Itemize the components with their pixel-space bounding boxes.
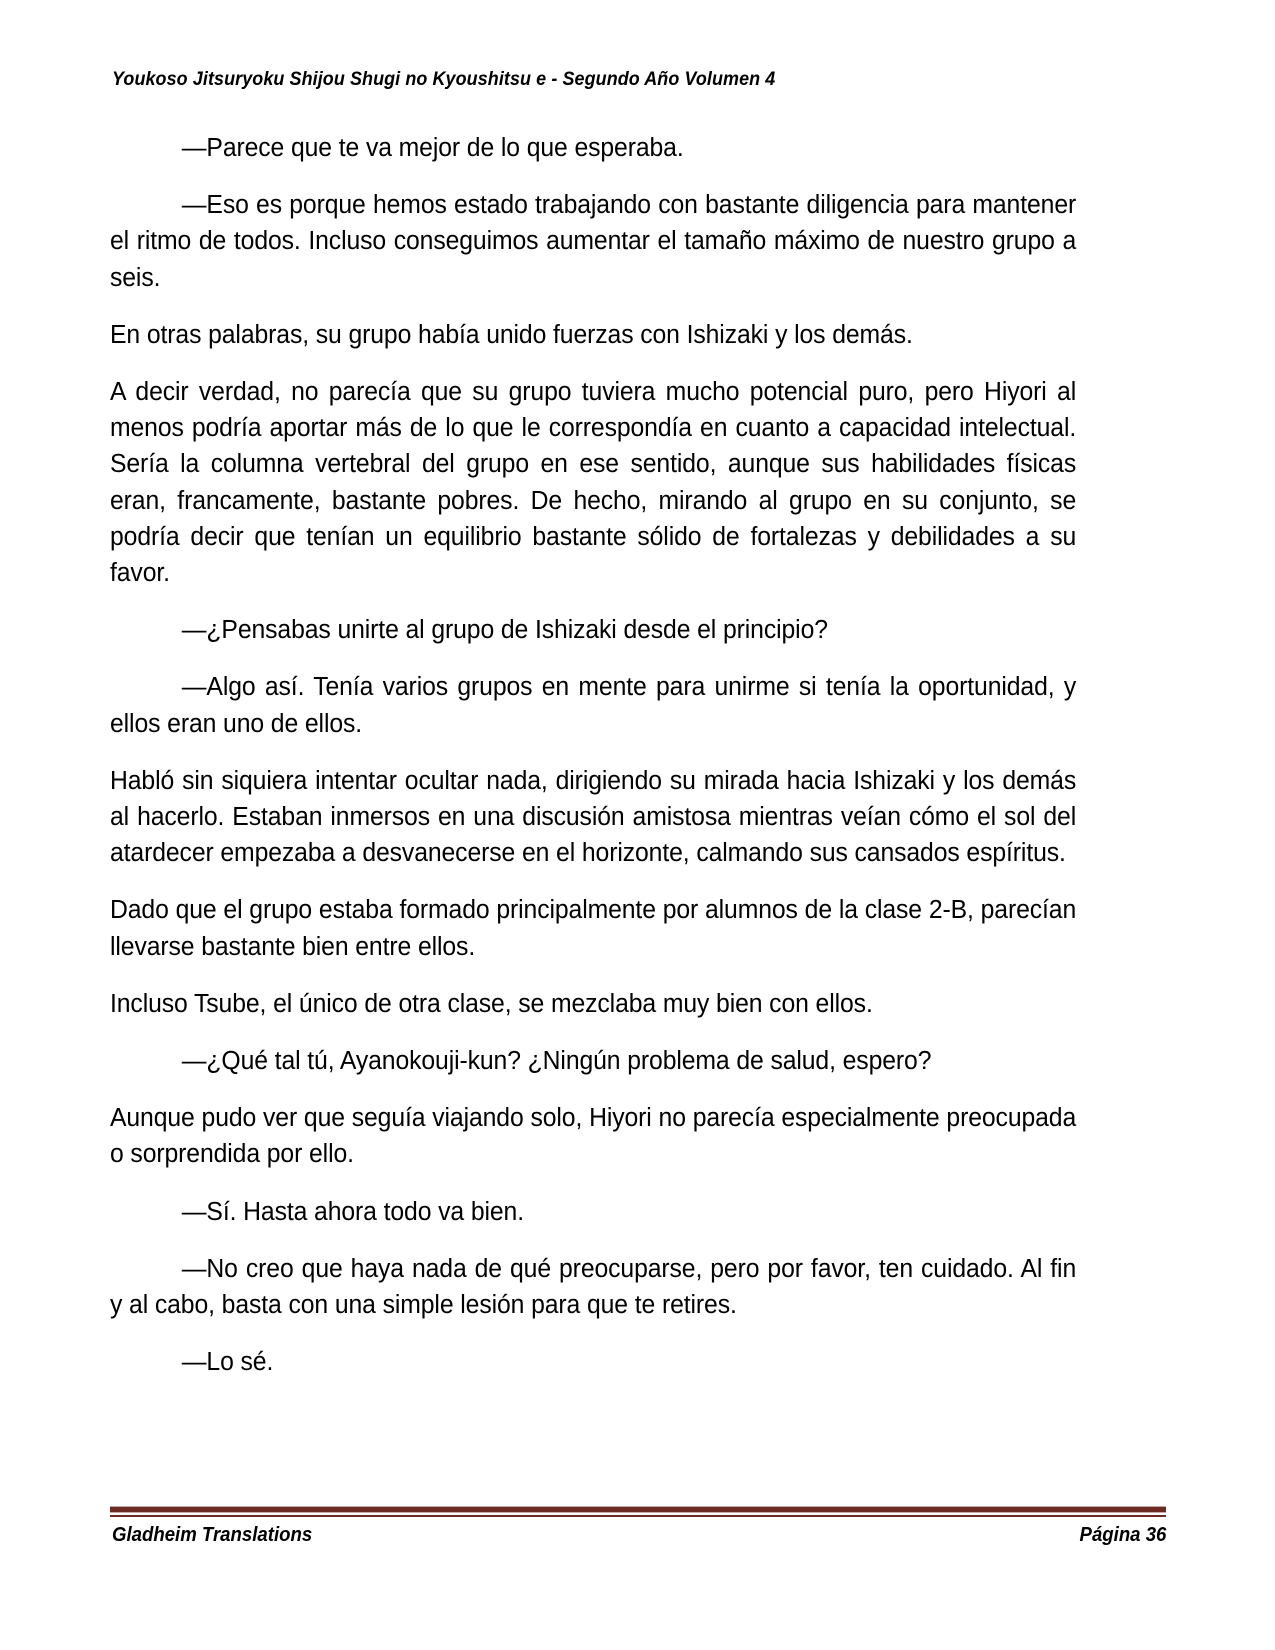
footer-translator-credit: Gladheim Translations: [112, 1524, 313, 1546]
footer-divider-rule: [110, 1506, 1166, 1517]
body-text-column: [110, 130, 1106, 1380]
page-header-title: Youkoso Jitsuryoku Shijou Shugi no Kyoushitsu e - Segundo Año Volumen 4: [112, 68, 776, 90]
paragraph: Dado que el grupo estaba formado principalmente por alumnos de la clase 2-B, parecían llevarse bastante bien entre ellos.: [110, 896, 1077, 961]
paragraph: Aunque pudo ver que seguía viajando solo, Hiyori no parecía especialmente preocupada o sorprendida por ello.: [110, 1104, 1077, 1169]
paragraph: —Parece que te va mejor de lo que esperaba.: [181, 134, 684, 162]
paragraph: —¿Pensabas unirte al grupo de Ishizaki desde el principio?: [181, 616, 828, 645]
paragraph: —No creo que haya nada de qué preocuparse, pero por favor, ten cuidado. Al fin y al cabo, basta con una simple lesión para que te retires.: [110, 1254, 1077, 1320]
paragraph: —Sí. Hasta ahora todo va bien.: [181, 1197, 524, 1226]
footer-rule-band: [110, 1506, 1166, 1513]
paragraph: —Algo así. Tenía varios grupos en mente para unirme si tenía la oportunidad, y ellos eran uno de ellos.: [110, 673, 1077, 738]
footer-rule-thin-line: [110, 1515, 1166, 1517]
page-footer: [112, 1524, 1166, 1547]
paragraph: Habló sin siquiera intentar ocultar nada, dirigiendo su mirada hacia Ishizaki y los demás al hacerlo. Estaban inmersos en una discusión amistosa mientras veían cómo el sol del atardecer empezaba a desvanecerse en el horizonte, calmando sus cansados espíritus.: [110, 766, 1077, 868]
paragraph: —Lo sé.: [181, 1348, 274, 1377]
paragraph: En otras palabras, su grupo había unido fuerzas con Ishizaki y los demás.: [110, 320, 913, 349]
paragraph: A decir verdad, no parecía que su grupo tuviera mucho potencial puro, pero Hiyori al menos podría aportar más de lo que le correspondía en cuanto a capacidad intelectual. Sería la columna vertebral del grupo en ese sentido, aunque sus habilidades físicas eran, francamente, bastante pobres. De hecho, mirando al grupo en su conjunto, se podría decir que tenían un equilibrio bastante sólido de fortalezas y debilidades a su favor.: [110, 378, 1077, 588]
paragraph: —Eso es porque hemos estado trabajando con bastante diligencia para mantener el ritmo de todos. Incluso conseguimos aumentar el tamaño máximo de nuestro grupo a seis.: [110, 191, 1077, 292]
footer-page-number: Página 36: [1079, 1524, 1166, 1546]
paragraph: —¿Qué tal tú, Ayanokouji-kun? ¿Ningún problema de salud, espero?: [181, 1047, 932, 1076]
paragraph: Incluso Tsube, el único de otra clase, se mezclaba muy bien con ellos.: [110, 989, 873, 1018]
